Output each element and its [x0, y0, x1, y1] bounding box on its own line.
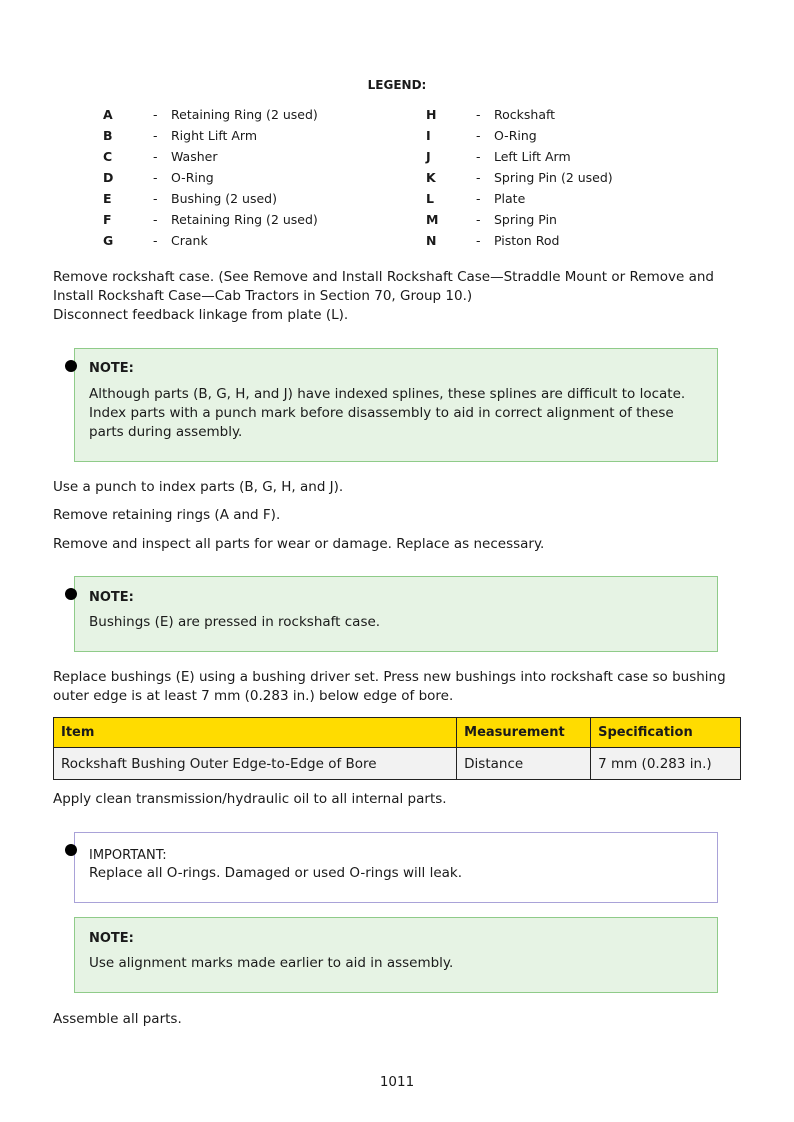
note-title: NOTE: [89, 590, 134, 605]
table-cell-item: Rockshaft Bushing Outer Edge-to-Edge of Bore [54, 748, 457, 780]
legend-key: H [426, 107, 437, 122]
legend-dash: - [476, 128, 481, 143]
legend-key: K [426, 170, 436, 185]
legend-value: Retaining Ring (2 used) [171, 212, 318, 227]
legend-key: G [103, 233, 114, 248]
legend-key: E [103, 191, 112, 206]
step-assemble: Assemble all parts. [53, 1011, 182, 1027]
important-body: Replace all O-rings. Damaged or used O-rings will leak. [89, 865, 463, 881]
important-title: IMPORTANT: [89, 848, 167, 863]
legend-dash: - [153, 149, 158, 164]
legend-dash: - [476, 212, 481, 227]
legend-value: Left Lift Arm [494, 149, 571, 164]
table-header-row [54, 718, 741, 748]
legend-dash: - [153, 233, 158, 248]
legend-value: Washer [171, 149, 218, 164]
legend-dash: - [476, 107, 481, 122]
legend-value: Right Lift Arm [171, 128, 258, 143]
legend-value: O-Ring [171, 170, 214, 185]
step-disconnect-linkage: Disconnect feedback linkage from plate (L). [53, 307, 349, 323]
specification-table [53, 717, 741, 780]
column-header-specification: Specification [591, 718, 741, 748]
legend-dash: - [153, 170, 158, 185]
step-replace-bushings: Replace bushings (E) using a bushing driver set. Press new bushings into rockshaft case so bushing outer edge is at least 7 mm (0.283 in.) below edge of bore. [53, 669, 726, 704]
legend-value: Spring Pin [494, 212, 557, 227]
note-box [74, 917, 718, 993]
legend-key: N [426, 233, 437, 248]
note-box [74, 576, 718, 652]
legend-value: Piston Rod [494, 233, 560, 248]
legend-value: Spring Pin (2 used) [494, 170, 613, 185]
table-row [54, 748, 741, 780]
legend-key: L [426, 191, 434, 206]
note-body: Bushings (E) are pressed in rockshaft case. [89, 614, 381, 630]
legend-dash: - [153, 212, 158, 227]
legend-value: Crank [171, 233, 208, 248]
legend-dash: - [153, 128, 158, 143]
legend-key: I [426, 128, 431, 143]
legend-key: A [103, 107, 113, 122]
step-inspect-parts: Remove and inspect all parts for wear or damage. Replace as necessary. [53, 536, 545, 552]
legend-key: C [103, 149, 113, 164]
column-header-item: Item [54, 718, 457, 748]
legend-value: Rockshaft [494, 107, 556, 122]
legend-dash: - [153, 107, 158, 122]
bullet-icon [65, 360, 77, 372]
table-cell-measurement: Distance [457, 748, 591, 780]
legend-key: M [426, 212, 439, 227]
column-header-measurement: Measurement [457, 718, 591, 748]
legend-dash: - [153, 191, 158, 206]
legend-key: D [103, 170, 114, 185]
bullet-icon [65, 844, 77, 856]
legend-value: Plate [494, 191, 526, 206]
step-remove-rings: Remove retaining rings (A and F). [53, 507, 281, 523]
legend-key: J [426, 149, 431, 164]
legend-value: O-Ring [494, 128, 537, 143]
legend-key: F [103, 212, 112, 227]
legend-title: LEGEND: [367, 78, 427, 92]
legend-dash: - [476, 233, 481, 248]
legend-value: Bushing (2 used) [171, 191, 277, 206]
step-index-parts: Use a punch to index parts (B, G, H, and J). [53, 479, 344, 495]
legend-dash: - [476, 149, 481, 164]
note-body: Although parts (B, G, H, and J) have indexed splines, these splines are difficult to locate. Index parts with a punch mark before disassembly to aid in correct alignment of these parts during assembly. [89, 386, 686, 440]
note-body: Use alignment marks made earlier to aid in assembly. [89, 955, 454, 971]
important-box [74, 832, 718, 903]
step-remove-case: Remove rockshaft case. (See Remove and Install Rockshaft Case—Straddle Mount or Remove and Install Rockshaft Case—Cab Tractors in Section 70, Group 10.) [53, 269, 714, 304]
bullet-icon [65, 588, 77, 600]
note-title: NOTE: [89, 931, 134, 946]
legend-dash: - [476, 170, 481, 185]
legend-key: B [103, 128, 113, 143]
legend-dash: - [476, 191, 481, 206]
note-box [74, 348, 718, 462]
step-apply-oil: Apply clean transmission/hydraulic oil to all internal parts. [53, 791, 447, 807]
table-cell-specification: 7 mm (0.283 in.) [591, 748, 741, 780]
page-number: 1011 [379, 1074, 415, 1090]
legend-value: Retaining Ring (2 used) [171, 107, 318, 122]
note-title: NOTE: [89, 361, 134, 376]
